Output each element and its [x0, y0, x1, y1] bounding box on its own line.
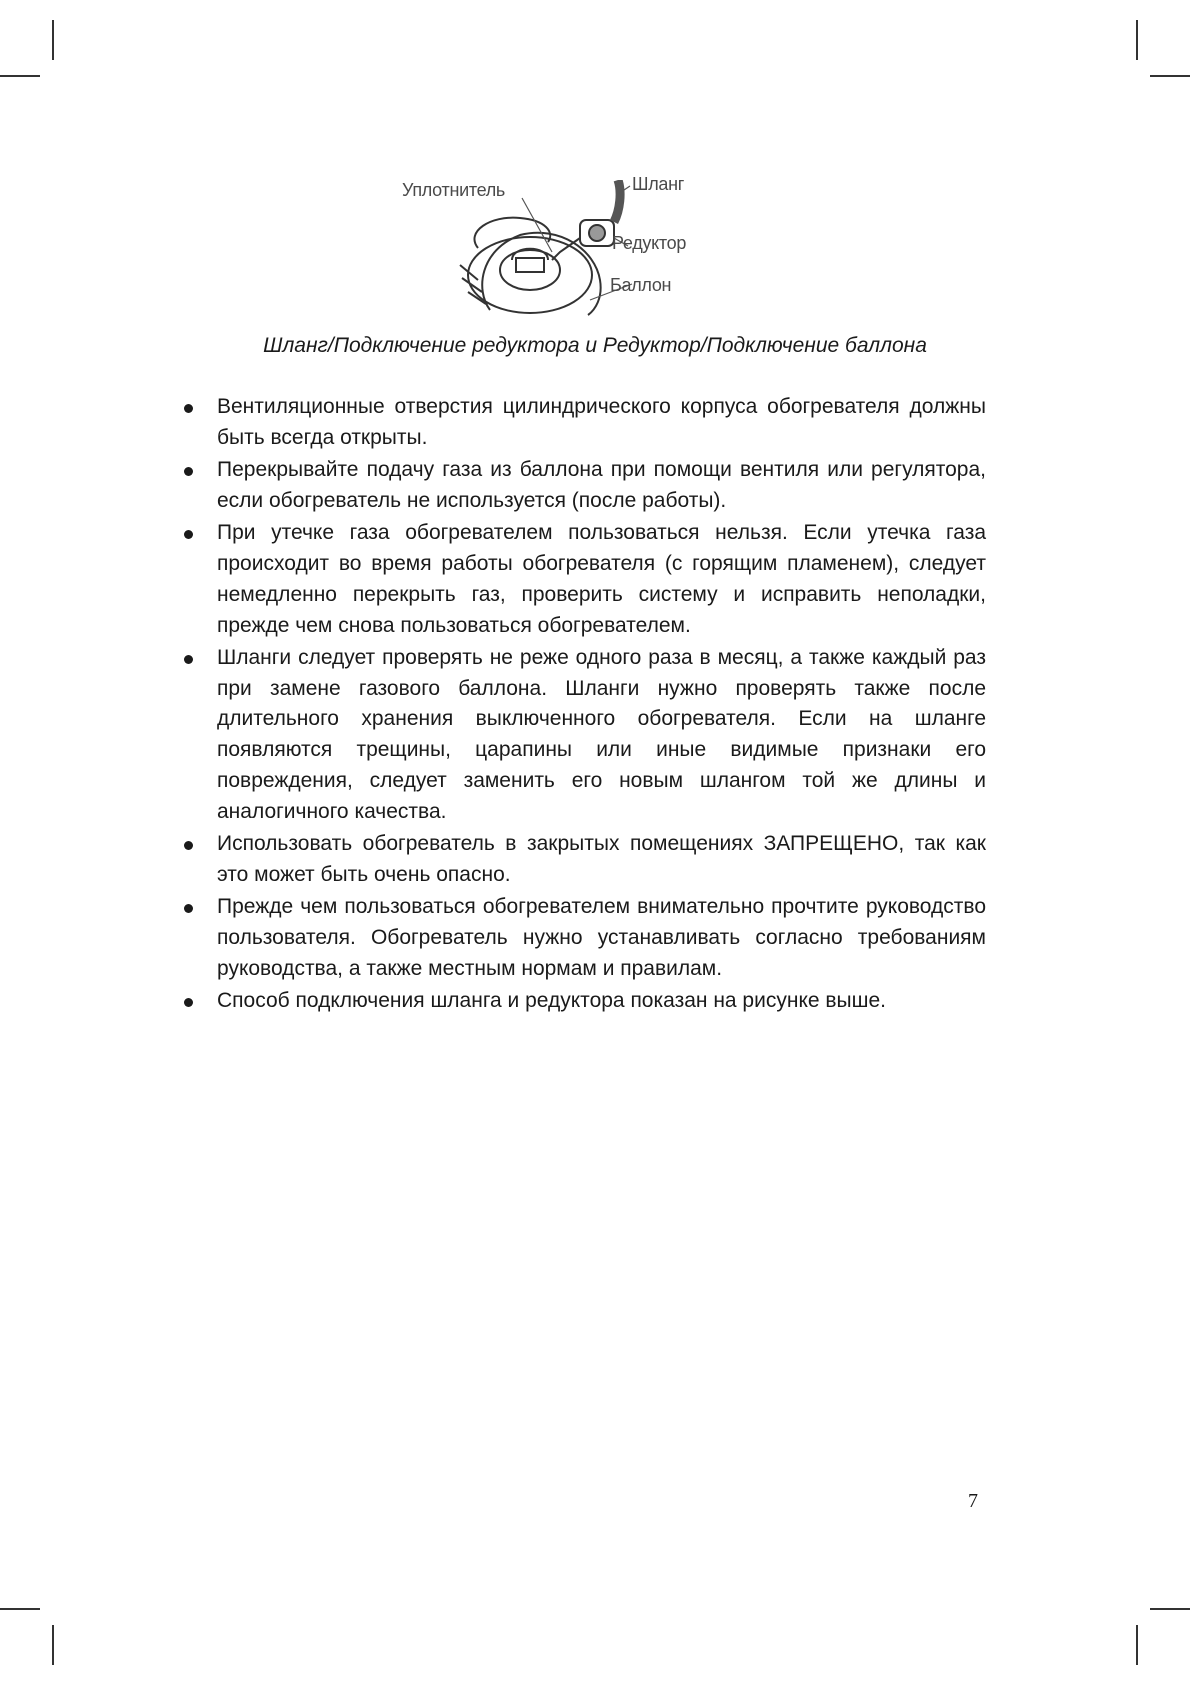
- list-item-text: Использовать обогреватель в закрытых помещениях ЗАПРЕЩЕНО, так как это может быть очень опасно.: [217, 832, 986, 886]
- figure-caption: Шланг/Подключение редуктора и Редуктор/Подключение баллона: [263, 334, 927, 357]
- bullet-icon: [184, 655, 193, 664]
- list-item: [182, 643, 986, 828]
- crop-mark-top-left-vertical: [52, 20, 54, 60]
- list-item: [182, 455, 986, 517]
- list-item: [182, 986, 986, 1017]
- crop-mark-bottom-left-vertical: [52, 1625, 54, 1665]
- list-item: [182, 892, 986, 984]
- label-hose: Шланг: [632, 174, 685, 194]
- bullet-icon: [184, 404, 193, 413]
- bullet-icon: [184, 841, 193, 850]
- list-item-text: При утечке газа обогревателем пользоваться нельзя. Если утечка газа происходит во время работы обогревателя (с горящим пламенем), следует немедленно перекрыть газ, проверить систему и исправить неполадки, прежде чем снова пользоваться обогревателем.: [217, 521, 986, 637]
- list-item-text: Прежде чем пользоваться обогревателем внимательно прочтите руководство пользователя. Обогреватель нужно устанавливать согласно требованиям руководства, а также местным нормам и правилам.: [217, 895, 986, 980]
- bullet-icon: [184, 467, 193, 476]
- list-item: [182, 518, 986, 641]
- crop-mark-top-right-horizontal: [1150, 75, 1190, 77]
- label-reducer: Редуктор: [612, 233, 687, 253]
- label-cylinder: Баллон: [610, 275, 672, 295]
- safety-bullet-list: [182, 392, 986, 1018]
- crop-mark-bottom-left-horizontal: [0, 1608, 40, 1610]
- bullet-icon: [184, 904, 193, 913]
- cylinder-regulator-drawing: [420, 180, 760, 320]
- crop-mark-bottom-right-horizontal: [1150, 1608, 1190, 1610]
- crop-mark-top-left-horizontal: [0, 75, 40, 77]
- connection-diagram: [402, 174, 760, 320]
- list-item: [182, 392, 986, 454]
- list-item-text: Способ подключения шланга и редуктора показан на рисунке выше.: [217, 989, 886, 1013]
- crop-mark-top-right-vertical: [1136, 20, 1138, 60]
- list-item-text: Перекрывайте подачу газа из баллона при помощи вентиля или регулятора, если обогреватель не используется (после работы).: [217, 458, 986, 512]
- crop-mark-bottom-right-vertical: [1136, 1625, 1138, 1665]
- list-item: [182, 829, 986, 891]
- bullet-icon: [184, 530, 193, 539]
- page-number: 7: [968, 1490, 978, 1512]
- list-item-text: Шланги следует проверять не реже одного раза в месяц, а также каждый раз при замене газового баллона. Шланги нужно проверять также после длительного хранения выключенного обогревателя. Если на шланге появляются трещины, царапины или иные видимые признаки его повреждения, следует заменить его новым шлангом той же длины и аналогичного качества.: [217, 645, 986, 823]
- list-item-text: Вентиляционные отверстия цилиндрического корпуса обогревателя должны быть всегда открыты.: [217, 395, 986, 449]
- bullet-icon: [184, 998, 193, 1007]
- label-seal: Уплотнитель: [402, 180, 505, 200]
